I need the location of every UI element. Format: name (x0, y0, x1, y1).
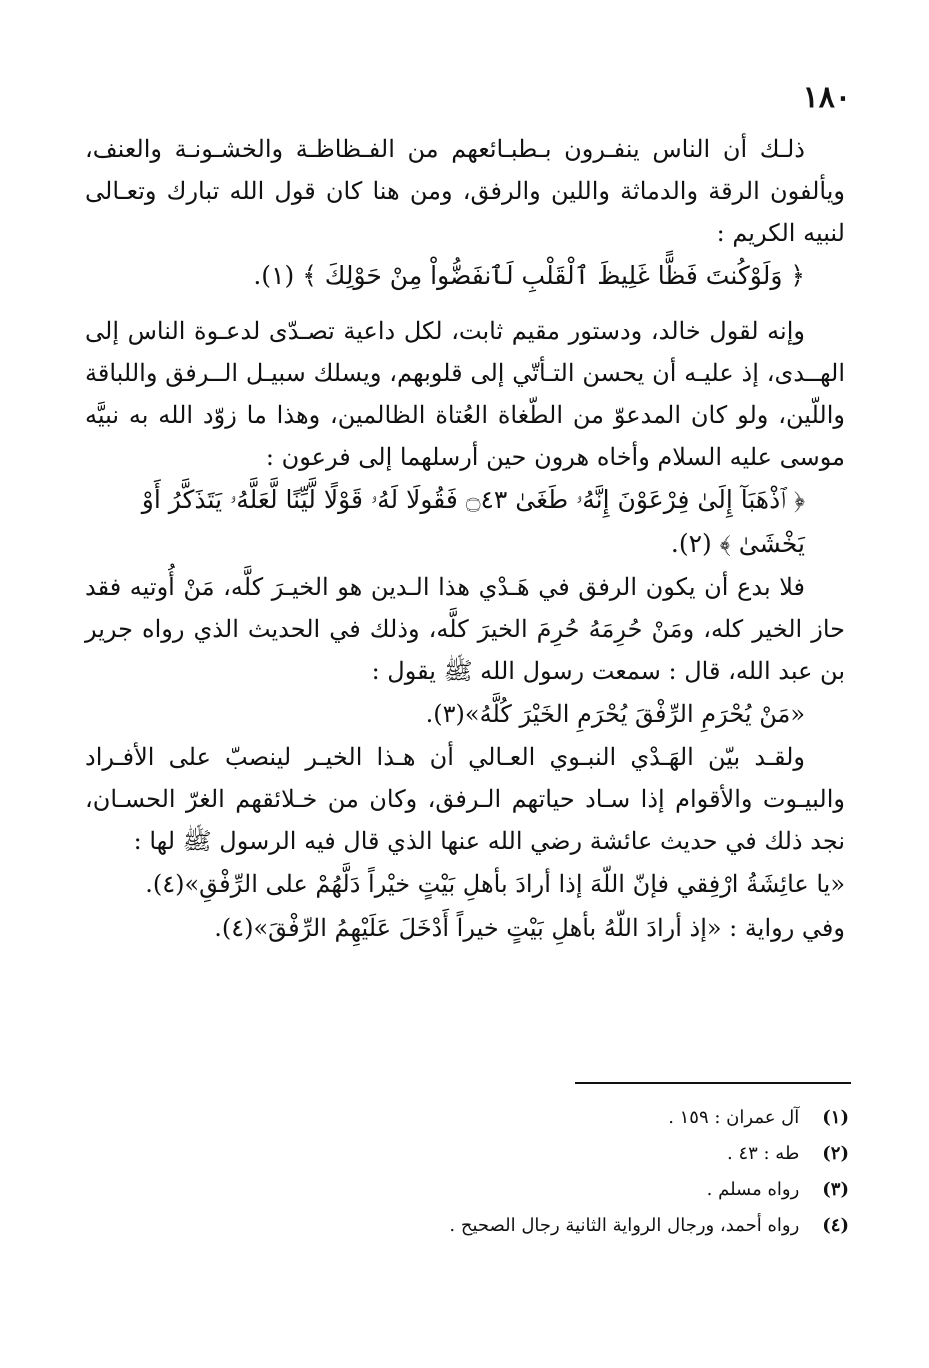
footnote-number: (٣) (822, 1179, 849, 1200)
quran-verse-1: ﴿ وَلَوْكُنتَ فَظًّا غَلِيظَ ٱلْقَلْبِ لَٱنفَضُّواْ مِنْ حَوْلِكَ ﴾ (١). (253, 261, 805, 290)
footnote-text: آل عمران : ١٥٩ . (668, 1107, 800, 1128)
footnote-text: طه : ٤٣ . (726, 1143, 800, 1164)
footnote-number: (٢) (822, 1143, 849, 1164)
quran-verse-2: ﴿ ٱذْهَبَآ إِلَىٰ فِرْعَوْنَ إِنَّهُۥ طَغَىٰ ۝٤٣ فَقُولَا لَهُۥ قَوْلًا لَّيِّنًا لَّعَلَّهُۥ يَتَذَكَّرُ أَوْ يَخْشَىٰ ﴾ (٢). (141, 485, 805, 558)
footnotes (89, 1100, 849, 1244)
main-text (85, 128, 845, 950)
paragraph-2: وإنه لقول خالد، ودستور مقيم ثابت، لكل داعية تصـدّى لدعـوة الناس إلى الهــدى، إذ عليـه أن يحسن التـأتّي إلى قلوبهم، ويسلك سبيـل الــرفق واللباقة واللّين، ولو كان المدعوّ من الطّغاة العُتاة الظالمين، وهذا ما زوّد الله به نبيَّه موسى عليه السلام وأخاه هرون حين أرسلهما إلى فرعون : (85, 317, 845, 471)
footnote-number: (٤) (822, 1215, 849, 1236)
footnote-text: رواه أحمد، ورجال الرواية الثانية رجال الصحيح . (449, 1215, 800, 1236)
paragraph-3: فلا بدع أن يكون الرفق في هَـدْي هذا الـدين هو الخيـرَ كلَّه، مَنْ أُوتيه فقد حاز الخير كله، ومَنْ حُرِمَهُ حُرِمَ الخيرَ كلَّه، وذلك في الحديث الذي رواه جرير بن عبد الله، قال : سمعت رسول الله ﷺ يقول : (85, 573, 845, 685)
footnote-1 (89, 1100, 849, 1136)
footnote-text: رواه مسلم . (706, 1179, 800, 1200)
paragraph-1: ذلـك أن الناس ينفـرون بـطبـائعهم من الفـظاظـة والخشـونـة والعنف، ويألفون الرقة والدماثة واللين والرفق، ومن هنا كان قول الله تبارك وتعـالى لنبيه الكريم : (85, 135, 845, 247)
hadith-2: «يا عائِشَةُ ارْفِقي فإنّ اللّهَ إذا أرادَ بأهلِ بَيْتٍ خيْراً دَلَّهُمْ على الرِّفْقِ»(٤). (145, 870, 845, 898)
footnote-separator (575, 1082, 851, 1084)
footnote-4 (89, 1208, 849, 1244)
page-number: ١٨٠ (802, 80, 851, 115)
hadith-1: «مَنْ يُحْرَمِ الرِّفْقَ يُحْرَمِ الخَيْرَ كُلَّهُ»(٣). (425, 700, 805, 728)
footnote-3 (89, 1172, 849, 1208)
paragraph-4: ولقـد بيّن الهَـدْي النبـوي العـالي أن هـذا الخيـر لينصبّ على الأفـراد والبيـوت والأقوام إذا سـاد حياتهم الـرفق، وكان من خـلائقهم الغرّ الحسـان، نجد ذلك في حديث عائشة رضي الله عنها الذي قال فيه الرسول ﷺ لها : (85, 743, 845, 855)
footnote-number: (١) (822, 1107, 849, 1128)
footnote-2 (89, 1136, 849, 1172)
hadith-3: وفي رواية : «إذ أرادَ اللّهُ بأهلِ بَيْتٍ خيراً أَدْخَلَ عَلَيْهِمُ الرِّفْقَ»(٤). (214, 914, 845, 942)
